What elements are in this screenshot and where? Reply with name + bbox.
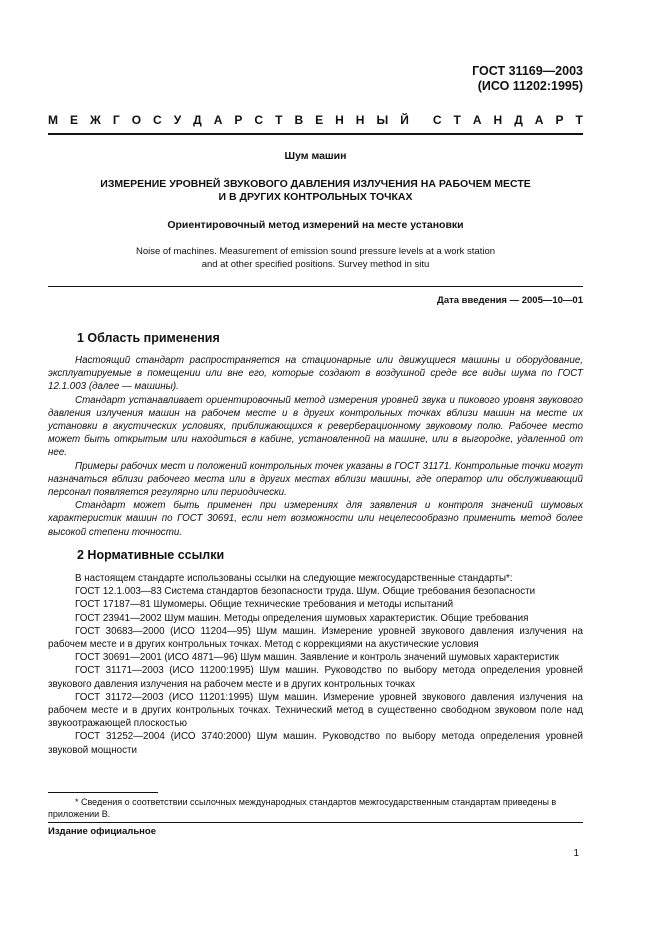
banner-letter: С: [432, 113, 442, 127]
banner-letter: А: [213, 113, 223, 127]
reference-item: ГОСТ 31172—2003 (ИСО 11201:1995) Шум машин. Измерение уровней звукового давления излучения на рабочем месте и в других контрольных точках. Технический метод в существенно свободном звуковом поле над звукоотражающей плоскостью: [48, 691, 583, 730]
title-rule: [48, 286, 583, 287]
banner-letter: С: [254, 113, 264, 127]
banner-letter: Р: [555, 113, 564, 127]
banner-letter: О: [131, 113, 142, 127]
banner-letter: Т: [575, 113, 583, 127]
reference-item: ГОСТ 17187—81 Шумомеры. Общие технические требования и методы испытаний: [75, 599, 454, 611]
edition-rule: [48, 822, 583, 823]
banner-letter: А: [472, 113, 482, 127]
paragraph: Настоящий стандарт распространяется на стационарные или движущиеся машины и оборудование, эксплуатируемые в помещении или вне его, которые создают в воздушной среде все виды шума по ГОСТ 12.1.003 (далее — машины).: [48, 355, 583, 393]
banner-letter: М: [48, 113, 58, 127]
interstate-standard-banner: [48, 113, 583, 127]
standard-code-gost: ГОСТ 31169—2003: [472, 64, 583, 78]
reference-item: ГОСТ 30691—2001 (ИСО 4871—96) Шум машин. Заявление и контроль значений шумовых характеристик: [75, 652, 559, 664]
title-main-line-1: ИЗМЕРЕНИЕ УРОВНЕЙ ЗВУКОВОГО ДАВЛЕНИЯ ИЗЛУЧЕНИЯ НА РАБОЧЕМ МЕСТЕ: [100, 178, 531, 190]
banner-letter: Н: [355, 113, 365, 127]
banner-letter: Т: [275, 113, 283, 127]
footnote-rule: [48, 792, 158, 793]
introduction-date: Дата введения — 2005—10—01: [437, 295, 583, 306]
section-1-body: [48, 354, 583, 539]
banner-letter: Н: [335, 113, 344, 127]
section-2-heading: 2 Нормативные ссылки: [77, 548, 225, 562]
footnote: * Сведения о соответствии ссылочных международных стандартов межгосударственным стандартам приведены в приложении В.: [48, 797, 557, 819]
paragraph: В настоящем стандарте использованы ссылки на следующие межгосударственные стандарты*:: [75, 573, 513, 584]
reference-item: ГОСТ 30683—2000 (ИСО 11204—95) Шум машин. Измерение уровней звукового давления излучения на рабочем месте и в других контрольных точках. Метод с коррекциями на акустические условия: [48, 625, 583, 651]
section-2-body: [48, 572, 583, 757]
paragraph: Стандарт может быть применен при измерениях для заявления и контроля значений шумовых характеристик машин по ГОСТ 30691, если нет возможности или нецелесообразно применить метод более высокой степени точности.: [48, 500, 583, 538]
title-english: [48, 246, 583, 271]
banner-letter: Г: [112, 113, 120, 127]
paragraph: Стандарт устанавливает ориентировочный метод измерения уровней звука и пикового уровня звукового давления излучения машин на рабочем месте и в других контрольных точках вблизи машин на месте их установки в акустических условиях, приближающихся к реверберационному звуковому полю. Рабочее место может быть открытым или находиться в кабине, установленной на машине, или в выгородке, удаленной от нее.: [48, 394, 583, 459]
banner-letter: С: [153, 113, 162, 127]
paragraph: Примеры рабочих мест и положений контрольных точек указаны в ГОСТ 31171. Контрольные точки могут назначаться вблизи рабочего места или в других местах вблизи машины, где оператор или обслуживающий персонал появляется регулярно или периодически.: [48, 460, 583, 499]
banner-letter: Д: [514, 113, 523, 127]
banner-letter: Т: [453, 113, 461, 127]
reference-item: ГОСТ 23941—2002 Шум машин. Методы определения шумовых характеристик. Общие требования: [75, 612, 529, 624]
banner-letter: Н: [493, 113, 503, 127]
reference-item: ГОСТ 31252—2004 (ИСО 3740:2000) Шум машин. Руководство по выбору метода определения уровней звуковой мощности: [48, 731, 583, 756]
standard-code: [472, 64, 583, 94]
banner-letter: Р: [234, 113, 243, 127]
title-method: Ориентировочный метод измерений на месте установки: [167, 219, 464, 231]
title-english-line-1: Noise of machines. Measurement of emission sound pressure levels at a work station: [135, 246, 496, 257]
reference-item: ГОСТ 12.1.003—83 Система стандартов безопасности труда. Шум. Общие требования безопасности: [75, 586, 536, 598]
title-subject: Шум машин: [284, 150, 347, 162]
banner-letter: Е: [315, 113, 324, 127]
edition-label: Издание официальное: [48, 826, 156, 837]
banner-letter: А: [534, 113, 544, 127]
title-english-line-2: and at other specified positions. Survey method in situ: [201, 258, 430, 270]
banner-letter: Д: [193, 113, 202, 127]
title-main-line-2: И В ДРУГИХ КОНТРОЛЬНЫХ ТОЧКАХ: [218, 191, 413, 203]
banner-letter: Ы: [376, 113, 389, 127]
banner-letter: Е: [70, 113, 79, 127]
section-1-heading: 1 Область применения: [77, 331, 220, 345]
title-main: [48, 178, 583, 204]
page-number: 1: [573, 848, 579, 859]
standard-code-iso: (ИСО 11202:1995): [477, 79, 583, 93]
banner-letter: Й: [400, 113, 409, 127]
banner-letter: У: [173, 113, 182, 127]
banner-rule: [48, 133, 583, 135]
banner-letter: Ж: [90, 113, 101, 127]
reference-item: ГОСТ 31171—2003 (ИСО 11200:1995) Шум машин. Руководство по выбору метода определения уровней звукового давления излучения на рабочем месте и в других контрольных точках: [48, 665, 583, 690]
banner-letter: В: [294, 113, 304, 127]
